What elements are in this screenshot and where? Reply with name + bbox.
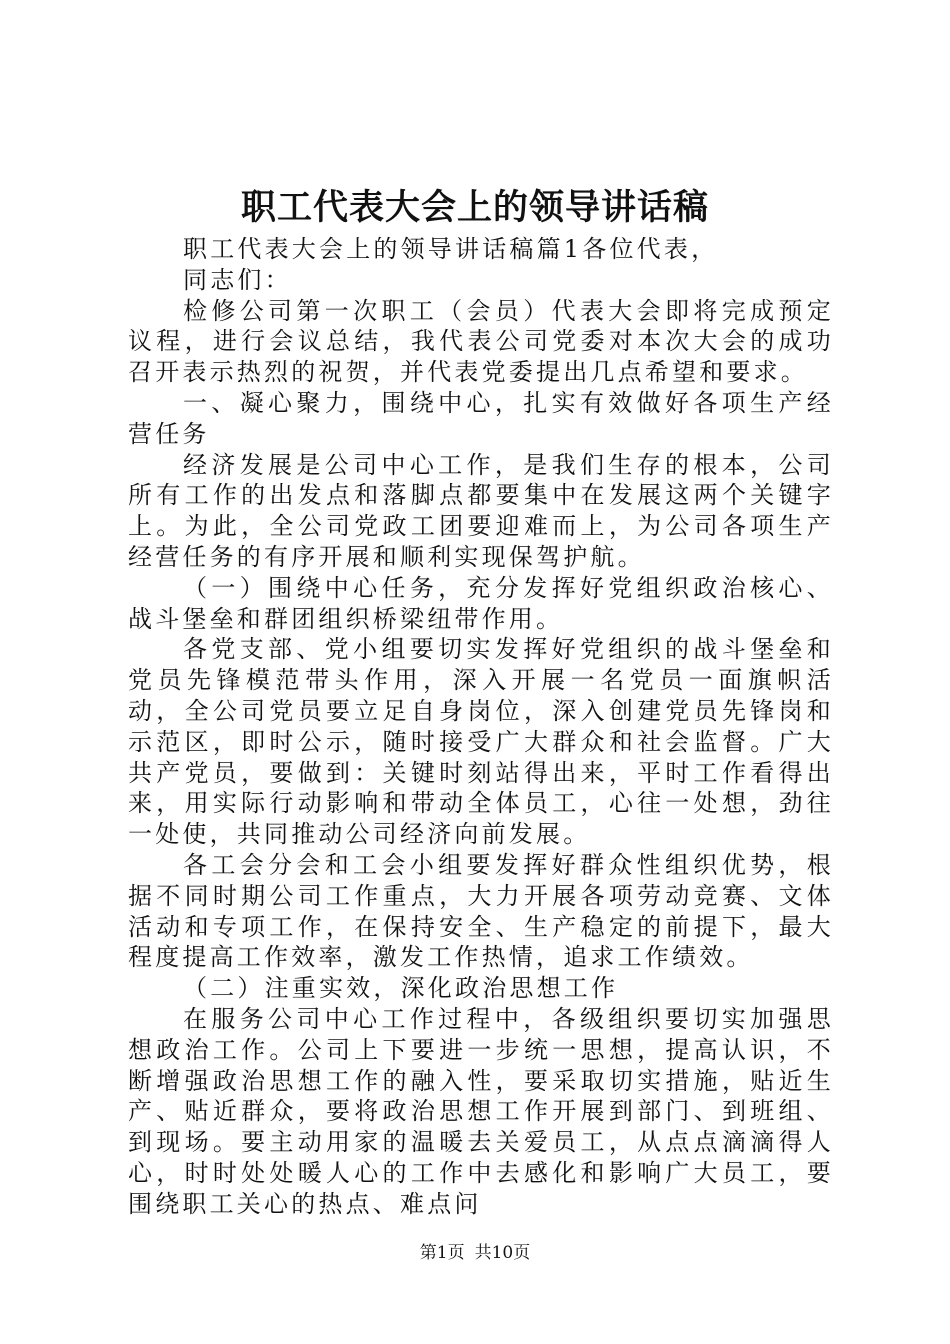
document-body [128, 234, 834, 1220]
section-heading-1: 一、凝心聚力，围绕中心，扎实有效做好各项生产经营任务 [128, 388, 834, 448]
paragraph: 各党支部、党小组要切实发挥好党组织的战斗堡垒和党员先锋模范带头作用，深入开展一名党员一面旗帜活动，全公司党员要立足自身岗位，深入创建党员先锋岗和示范区，即时公示，随时接受广大群众和社会监督。广大共产党员，要做到：关键时刻站得出来，平时工作看得出来，用实际行动影响和带动全体员工，心往一处想，劲往一处使，共同推动公司经济向前发展。 [128, 635, 834, 849]
paragraph-intro: 检修公司第一次职工（会员）代表大会即将完成预定议程，进行会议总结，我代表公司党委对本次大会的成功召开表示热烈的祝贺，并代表党委提出几点希望和要求。 [128, 296, 834, 387]
paragraph: 在服务公司中心工作过程中，各级组织要切实加强思想政治工作。公司上下要进一步统一思想，提高认识，不断增强政治思想工作的融入性，要采取切实措施，贴近生产、贴近群众，要将政治思想工作开展到部门、到班组、到现场。要主动用家的温暖去关爱员工，从点点滴滴得人心，时时处处暖人心的工作中去感化和影响广大员工，要围绕职工关心的热点、难点问 [128, 1004, 834, 1218]
page-total: 共10页 [474, 1243, 531, 1263]
paragraph-salutation: 同志们： [183, 265, 292, 294]
document-title: 职工代表大会上的领导讲话稿 [240, 187, 709, 228]
paragraph: 经济发展是公司中心工作，是我们生存的根本，公司所有工作的出发点和落脚点都要集中在发展这两个关键字上。为此，全公司党政工团要迎难而上，为公司各项生产经营任务的有序开展和顺利实现保驾护航。 [128, 450, 834, 571]
page-footer [0, 1241, 950, 1265]
paragraph-greeting: 职工代表大会上的领导讲话稿篇1各位代表， [183, 235, 719, 263]
paragraph: 各工会分会和工会小组要发挥好群众性组织优势，根据不同时期公司工作重点，大力开展各项劳动竞赛、文体活动和专项工作，在保持安全、生产稳定的前提下，最大程度提高工作效率，激发工作热情，追求工作绩效。 [128, 850, 834, 972]
subsection-heading-2: （二）注重实效，深化政治思想工作 [183, 974, 619, 1003]
subsection-heading-1: （一）围绕中心任务，充分发挥好党组织政治核心、战斗堡垒和群团组织桥梁纽带作用。 [128, 573, 834, 633]
page-number: 第1页 [419, 1243, 465, 1263]
